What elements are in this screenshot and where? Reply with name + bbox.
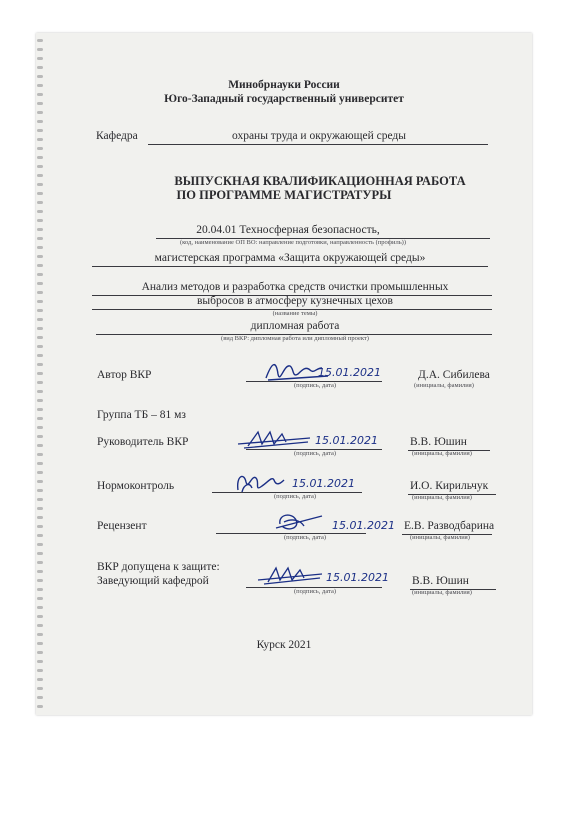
group-text: Группа ТБ – 81 мз	[97, 409, 186, 421]
binding-hole	[37, 273, 43, 276]
binding-hole	[37, 264, 43, 267]
binding-hole	[37, 633, 43, 636]
normcontrol-name-caption: (инициалы, фамилия)	[412, 494, 472, 501]
binding-hole	[37, 426, 43, 429]
reviewer-name: Е.В. Разводбарина	[404, 520, 495, 532]
binding-hole	[37, 507, 43, 510]
supervisor-name-caption: (инициалы, фамилия)	[412, 450, 472, 457]
binding-hole	[37, 588, 43, 591]
reviewer-name-caption: (инициалы, фамилия)	[410, 534, 470, 541]
binding-hole	[37, 120, 43, 123]
binding-holes	[36, 33, 46, 715]
binding-hole	[37, 435, 43, 438]
binding-hole	[37, 471, 43, 474]
ministry-title: Минобрнауки России	[228, 79, 340, 91]
supervisor-sign-caption: (подпись, дата)	[293, 450, 337, 457]
author-date: 15.01.2021	[318, 366, 381, 379]
document-title: ВЫПУСКНАЯ КВАЛИФИКАЦИОННАЯ РАБОТА	[174, 174, 466, 188]
reviewer-sign-caption: (подпись, дата)	[283, 534, 327, 541]
binding-hole	[37, 354, 43, 357]
binding-hole	[37, 525, 43, 528]
binding-hole	[37, 210, 43, 213]
binding-hole	[37, 327, 43, 330]
binding-hole	[37, 678, 43, 681]
reviewer-signature	[270, 508, 326, 536]
binding-hole	[37, 579, 43, 582]
binding-hole	[37, 48, 43, 51]
author-name-caption: (инициалы, фамилия)	[414, 382, 474, 389]
direction-caption: (код, наименование ОП ВО: направление подготовки, направленность (профиль))	[180, 239, 406, 246]
binding-hole	[37, 687, 43, 690]
binding-hole	[37, 336, 43, 339]
binding-hole	[37, 534, 43, 537]
binding-hole	[37, 39, 43, 42]
department-label: Кафедра	[96, 130, 138, 142]
normcontrol-sign-caption: (подпись, дата)	[273, 493, 317, 500]
topic-line-1: Анализ методов и разработка средств очистки промышленных	[141, 281, 449, 293]
binding-hole	[37, 129, 43, 132]
binding-hole	[37, 570, 43, 573]
binding-hole	[37, 696, 43, 699]
binding-hole	[37, 57, 43, 60]
binding-hole	[37, 372, 43, 375]
binding-hole	[37, 660, 43, 663]
binding-hole	[37, 156, 43, 159]
binding-hole	[37, 111, 43, 114]
head-of-department-label: Заведующий кафедрой	[97, 575, 209, 587]
binding-hole	[37, 345, 43, 348]
binding-hole	[37, 489, 43, 492]
supervisor-label: Руководитель ВКР	[97, 436, 189, 448]
normcontrol-name: И.О. Кирильчук	[410, 480, 489, 492]
binding-hole	[37, 219, 43, 222]
binding-hole	[37, 246, 43, 249]
binding-hole	[37, 300, 43, 303]
topic-caption: (название темы)	[272, 310, 318, 317]
head-sign-caption: (подпись, дата)	[293, 588, 337, 595]
reviewer-date: 15.01.2021	[332, 519, 395, 532]
work-type-caption: (вид ВКР: дипломная работа или дипломный проект)	[221, 335, 369, 342]
normcontrol-label: Нормоконтроль	[97, 480, 175, 492]
author-label: Автор ВКР	[97, 369, 152, 381]
binding-hole	[37, 669, 43, 672]
binding-hole	[37, 543, 43, 546]
binding-hole	[37, 291, 43, 294]
binding-hole	[37, 228, 43, 231]
document-subtitle: ПО ПРОГРАММЕ МАГИСТРАТУРЫ	[176, 188, 392, 202]
binding-hole	[37, 462, 43, 465]
binding-hole	[37, 318, 43, 321]
binding-hole	[37, 75, 43, 78]
author-name: Д.А. Сибилева	[418, 369, 490, 381]
program-underline	[92, 266, 488, 267]
binding-hole	[37, 480, 43, 483]
department-value: охраны труда и окружающей среды	[231, 130, 407, 142]
head-name: В.В. Юшин	[412, 575, 469, 587]
normcontrol-date: 15.01.2021	[292, 477, 355, 490]
head-date: 15.01.2021	[326, 571, 389, 584]
reviewer-label: Рецензент	[97, 520, 147, 532]
head-name-caption: (инициалы, фамилия)	[412, 589, 472, 596]
binding-hole	[37, 165, 43, 168]
binding-hole	[37, 498, 43, 501]
binding-hole	[37, 147, 43, 150]
binding-hole	[37, 381, 43, 384]
binding-hole	[37, 453, 43, 456]
binding-hole	[37, 606, 43, 609]
author-sign-caption: (подпись, дата)	[293, 382, 337, 389]
binding-hole	[37, 282, 43, 285]
head-signature	[256, 564, 326, 588]
supervisor-name: В.В. Юшин	[410, 436, 467, 448]
binding-hole	[37, 237, 43, 240]
binding-hole	[37, 417, 43, 420]
university-title: Юго-Западный государственный университет	[164, 93, 404, 105]
city-year: Курск 2021	[256, 639, 312, 651]
binding-hole	[37, 399, 43, 402]
binding-hole	[37, 552, 43, 555]
binding-hole	[37, 561, 43, 564]
binding-hole	[37, 597, 43, 600]
supervisor-date: 15.01.2021	[315, 434, 378, 447]
binding-hole	[37, 516, 43, 519]
topic-line-2: выбросов в атмосферу кузнечных цехов	[196, 295, 393, 307]
binding-hole	[37, 66, 43, 69]
direction-code: 20.04.01 Техносферная безопасность,	[196, 224, 380, 236]
binding-hole	[37, 390, 43, 393]
binding-hole	[37, 255, 43, 258]
binding-hole	[37, 624, 43, 627]
binding-hole	[37, 615, 43, 618]
binding-hole	[37, 444, 43, 447]
department-underline	[148, 144, 488, 145]
binding-hole	[37, 138, 43, 141]
binding-hole	[37, 363, 43, 366]
binding-hole	[37, 309, 43, 312]
binding-hole	[37, 408, 43, 411]
binding-hole	[37, 705, 43, 708]
program-name: магистерская программа «Защита окружающей среды»	[154, 252, 426, 264]
work-type: дипломная работа	[250, 320, 340, 332]
admission-text: ВКР допущена к защите:	[97, 561, 220, 573]
